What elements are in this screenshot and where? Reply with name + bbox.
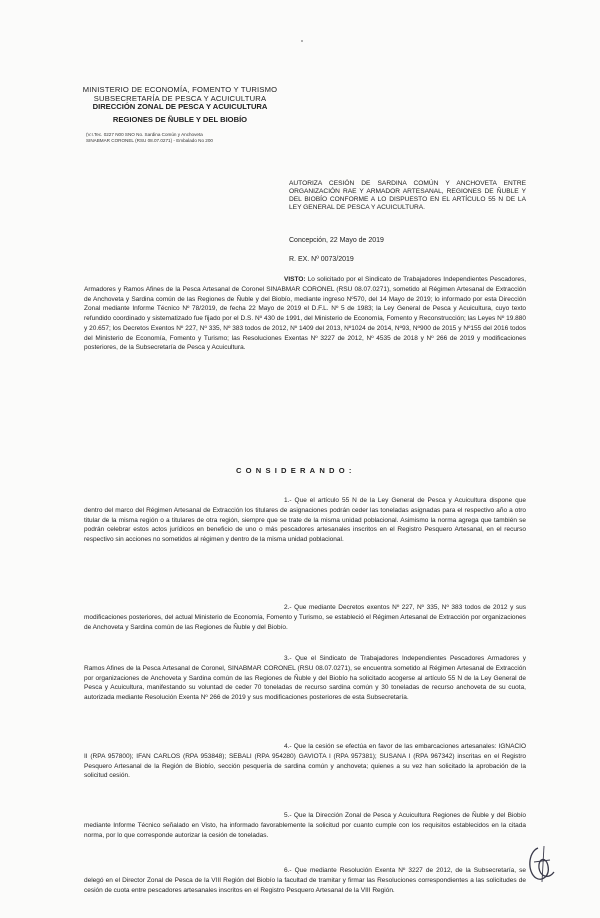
considerando-5: 5.- Que la Dirección Zonal de Pesca y Acuicultura Regiones de Ñuble y del Biobío mediante Informe Técnico señalado en Visto, ha informado favorablemente la solicitud por cuanto cumple con los requisitos establecidos en la citada norma, por lo que corresponde autorizar la cesión de toneladas.: [84, 812, 526, 839]
resolution-subject: AUTORIZA CESIÓN DE SARDINA COMÚN Y ANCHOVETA ENTRE ORGANIZACIÓN RAE Y ARMADOR ARTESANAL, REGIONES DE ÑUBLE Y DEL BIOBÍO CONFORME A LO DISPUESTO EN EL ARTÍCULO 55 N DE LA LEY GENERAL DE PESCA Y ACUICULTURA.: [289, 180, 526, 212]
reference-line-2: SINABMAR CORONEL (RSU 08.07.0271) - Embalado No 200: [86, 137, 213, 143]
visto-label: VISTO:: [284, 276, 306, 283]
subsecretaria-line: SUBSECRETARÍA DE PESCA Y ACUICULTURA: [93, 93, 267, 103]
considerando-1: 1.- Que el artículo 55 N de la Ley General de Pesca y Acuicultura dispone que dentro del marco del Régimen Artesanal de Extracción los titulares de asignaciones podrán ceder las toneladas asignadas para el respectivo año a otro titular de la misma región o a titulares de otra región, siempre que se trate de la misma unidad poblacional. Asimismo la norma agrega que también se podrán celebrar estos actos jurídicos en beneficio de uno o más pescadores artesanales inscritos en el Registro Pesquero Artesanal, en el recurso respectivo sin acciones no sometidos al régimen y dentro de la misma unidad poblacional.: [84, 497, 526, 543]
considerando-6: 6.- Que mediante Resolución Exenta Nº 3227 de 2012, de la Subsecretaría, se delegó en el Director Zonal de Pesca de la VIII Región del Biobío la facultad de tramitar y firmar las Resoluciones correspondientes a las solicitudes de cesión de cuota entre pescadores artesanales inscritos en el Registro Pesquero Artesanal de la VIII Región.: [84, 867, 526, 894]
direccion-line: DIRECCIÓN ZONAL DE PESCA Y ACUICULTURA: [92, 102, 268, 112]
regiones-line: REGIONES DE ÑUBLE Y DEL BIOBÍO: [112, 115, 248, 125]
visto-paragraph: [84, 275, 526, 353]
considerando-heading: CONSIDERANDO:: [236, 466, 356, 475]
considerando-3: 3.- Que el Sindicato de Trabajadores Independientes Pescadores Armadores y Ramos Afines de la Pesca Artesanal de Coronel, SINABMAR CORONEL (RSU 08.07.0271), se encuentra sometido al Régimen Artesanal de Extracción por organizaciones de Anchoveta y Sardina común de las Regiones de Ñuble y del Biobío ha solicitado acogerse al artículo 55 N de la Ley General de Pesca y Acuicultura, manifestando su voluntad de ceder 70 toneladas de recurso sardina común y 30 toneladas de recurso anchoveta de su cuota, autorizada mediante Resolución Exenta Nº 266 de 2019 y sus modificaciones posteriores de esta Subsecretaría.: [84, 655, 526, 701]
letterhead: [56, 86, 304, 125]
reference-note: [86, 132, 213, 143]
signature-initials-mark: [524, 842, 558, 886]
ministry-line: MINISTERIO DE ECONOMÍA, FOMENTO Y TURISMO: [82, 85, 278, 94]
considerando-2: 2.- Que mediante Decretos exentos Nº 227, Nº 335, Nº 383 todos de 2012 y sus modificaciones posteriores, del actual Ministerio de Economía, Fomento y Turismo, se estableció el Régimen Artesanal de Extracción por organizaciones de Anchoveta y Sardina común de las Regiones de Ñuble y del Biobío.: [84, 604, 526, 631]
reference-line-1: (V.I.Tec. 0227 N00 SNO No. Sardina Común y Anchoveta: [86, 132, 203, 137]
visto-text: Lo solicitado por el Sindicato de Trabajadores Independientes Pescadores, Armadores y Ramos Afines de la Pesca Artesanal de Coronel SINABMAR CORONEL (RSU 08.07.0271), sometido al Régimen Artesanal de Extracción de Anchoveta y Sardina común de las Regiones de Ñuble y del Biobío, mediante ingreso Nº570, del 14 Mayo de 2019; lo informado por esta Dirección Zonal mediante Informe Técnico Nº 78/2019, de fecha 22 Mayo de 2019 el D.F.L. Nº 5 de 1983; la Ley General de Pesca y Acuicultura, cuyo texto refundido coordinado y sistematizado fue fijado por el D.S. Nº 430 de 1991, del Ministerio de Economía, Fomento y Reconstrucción; las Leyes Nº 19.880 y 20.657; los Decretos Exentos Nº 227, Nº 335, Nº 383 todos de 2012, Nº 1409 del 2013, Nº1024 de 2014, Nº93, Nº900 de 2015 y Nº155 del 2016 todos del Ministerio de Economía, Fomento y Turismo; las Resoluciones Exentas Nº 3227 de 2012, Nº 4535 de 2018 y Nº 266 de 2019 y modificaciones posteriores, de la Subsecretaría de Pesca y Acuicultura.: [84, 276, 526, 352]
considerando-4: 4.- Que la cesión se efectúa en favor de las embarcaciones artesanales: IGNACIO II (RPA 957800); IFAN CARLOS (RPA 953848); SEBALI (RPA 954280) GAVIOTA I (RPA 957381); SUSANA I (RPA 967342) inscritas en el Registro Pesquero Artesanal de la Región de Biobío, sección pesquería de sardina común y anchoveta; quienes a su vez han solicitado la aprobación de la solicitud cesión.: [84, 743, 526, 780]
place-date: Concepción, 22 Mayo de 2019: [289, 237, 384, 244]
resolution-number: R. EX. Nº 0073/2019: [289, 256, 354, 263]
scan-speck: [301, 40, 303, 42]
